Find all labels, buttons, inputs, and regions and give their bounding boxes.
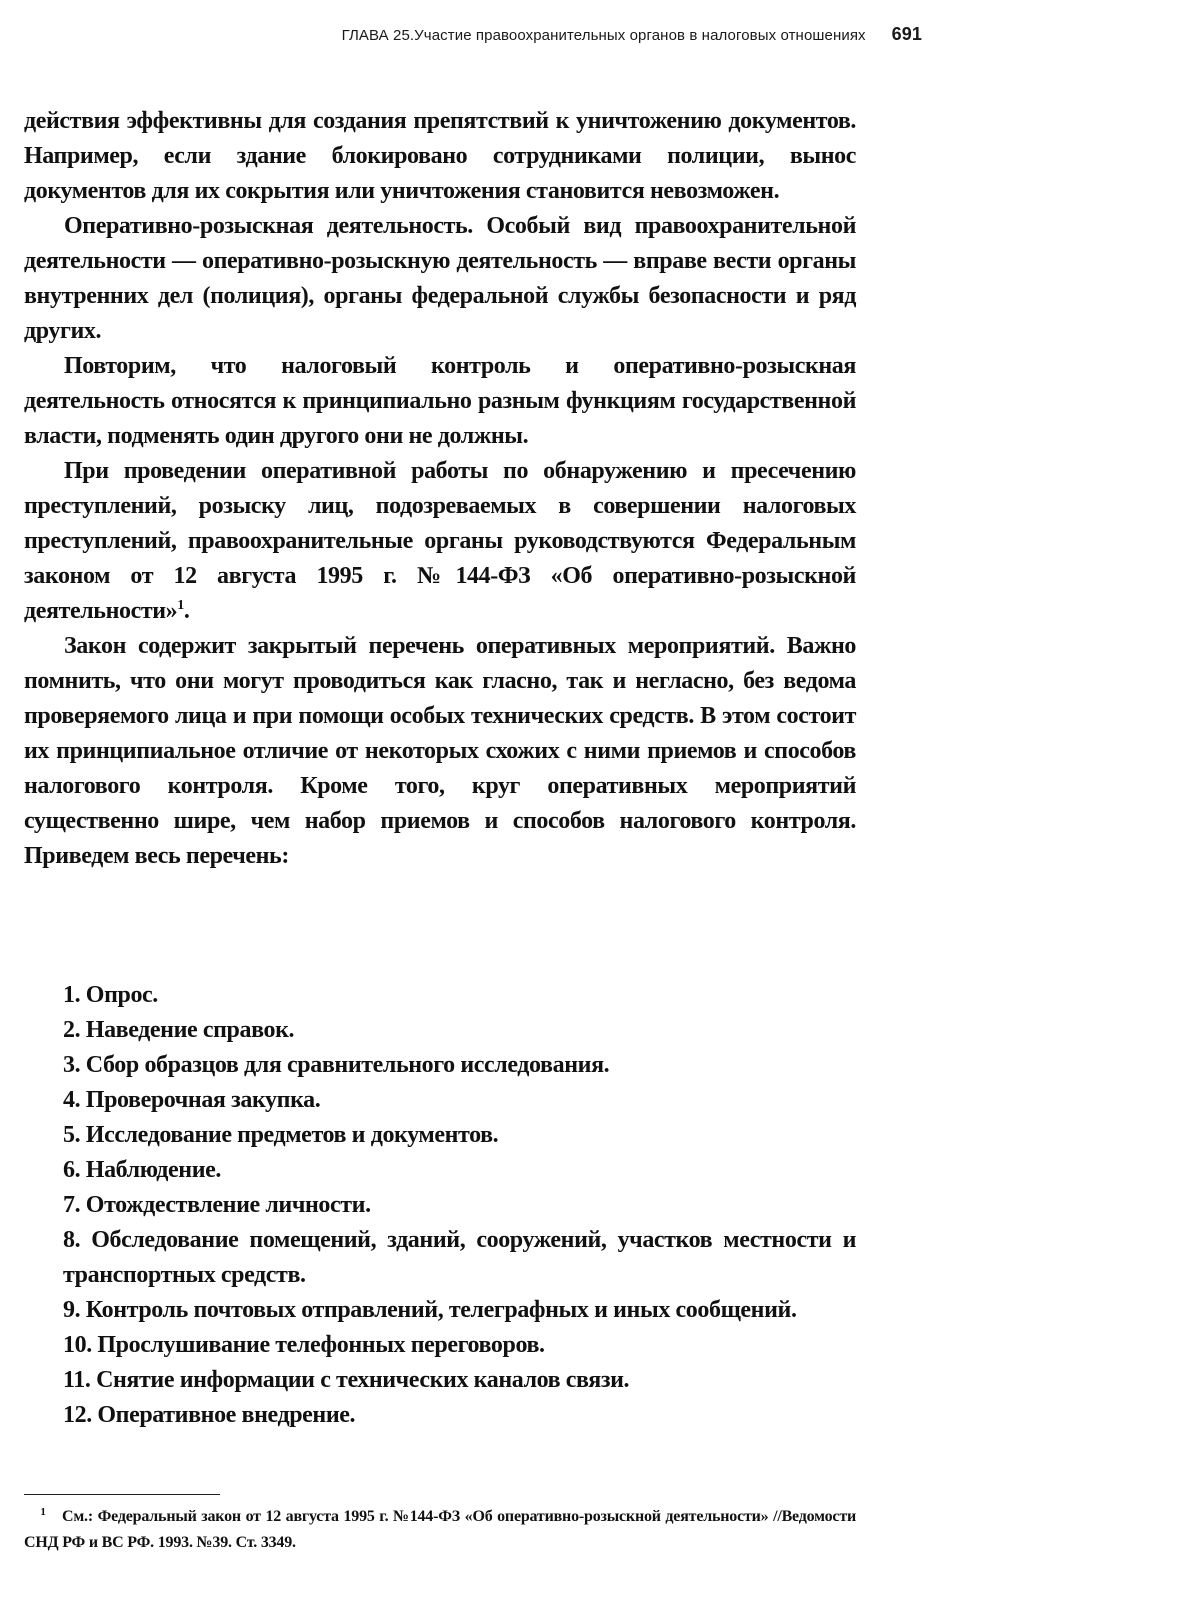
paragraph-end: . xyxy=(183,598,190,624)
list-item: 4. Проверочная закупка. xyxy=(63,1087,321,1113)
footnote-marker: 1 xyxy=(40,1506,46,1518)
running-header xyxy=(40,24,922,45)
chapter-title: ГЛАВА 25.Участие правоохранительных органов в налоговых отношениях xyxy=(341,27,866,44)
paragraph-measures-intro: Закон содержит закрытый перечень оперативных мероприятий. Важно помнить, что они могут проводиться как гласно, так и негласно, без ведома проверяемого лица и при помощи особых технических средств. В этом состоит их принципиальное отличие от некоторых схожих с ними приемов и способов налогового контроля. Кроме того, круг оперативных мероприятий существенно шире, чем набор приемов и способов налогового контроля. Приведем весь перечень: xyxy=(24,633,856,869)
footnote-divider xyxy=(24,1494,220,1495)
paragraph-text: Особый вид правоохранительной деятельности — оперативно-розыскную деятельность — вправе вести органы внутренних дел (полиция), органы федеральной службы безопасности и ряд других. xyxy=(24,213,856,344)
list-item: 7. Отождествление личности. xyxy=(63,1192,371,1218)
page-number: 691 xyxy=(891,24,922,44)
footnote-reference[interactable]: 1 xyxy=(177,598,184,613)
list-item: 3. Сбор образцов для сравнительного исследования. xyxy=(63,1052,610,1078)
list-item: 6. Наблюдение. xyxy=(63,1157,222,1183)
main-text xyxy=(24,104,856,874)
list-item: 2. Наведение справок. xyxy=(63,1017,295,1043)
list-item: 10. Прослушивание телефонных переговоров. xyxy=(63,1332,545,1358)
list-item: 11. Снятие информации с технических каналов связи. xyxy=(63,1367,630,1393)
paragraph-continuation: действия эффективны для создания препятствий к уничтожению документов. Например, если здание блокировано сотрудниками полиции, вынос документов для их сокрытия или уничтожения становится невозможен. xyxy=(24,108,856,204)
footnote xyxy=(24,1504,856,1556)
operational-measures-list xyxy=(63,978,856,1433)
list-item: 8. Обследование помещений, зданий, сооружений, участков местности и транспортных средств. xyxy=(63,1227,856,1288)
list-item: 1. Опрос. xyxy=(63,982,158,1008)
list-item: 12. Оперативное внедрение. xyxy=(63,1402,356,1428)
paragraph-federal-law xyxy=(24,454,856,629)
footnote-text: См.: Федеральный закон от 12 августа 1995 г. №144-ФЗ «Об оперативно-розыскной деятельности» //Ведомости СНД РФ и ВС РФ. 1993. №39. Ст. 3349. xyxy=(24,1508,856,1551)
paragraph-functions: Повторим, что налоговый контроль и оперативно-розыскная деятельность относятся к принципиально разным функциям государственной власти, подменять один другого они не должны. xyxy=(24,353,856,449)
run-in-heading: Оперативно-розыскная деятельность. xyxy=(64,213,473,239)
list-item: 5. Исследование предметов и документов. xyxy=(63,1122,499,1148)
paragraph-text: При проведении оперативной работы по обнаружению и пресечению преступлений, розыску лиц, подозреваемых в совершении налоговых преступлений, правоохранительные органы руководствуются Федеральным законом от 12 августа 1995 г. №144-ФЗ «Об оперативно-розыскной деятельности» xyxy=(24,458,856,624)
list-item: 9. Контроль почтовых отправлений, телеграфных и иных сообщений. xyxy=(63,1297,797,1323)
paragraph-operational-search xyxy=(24,209,856,349)
